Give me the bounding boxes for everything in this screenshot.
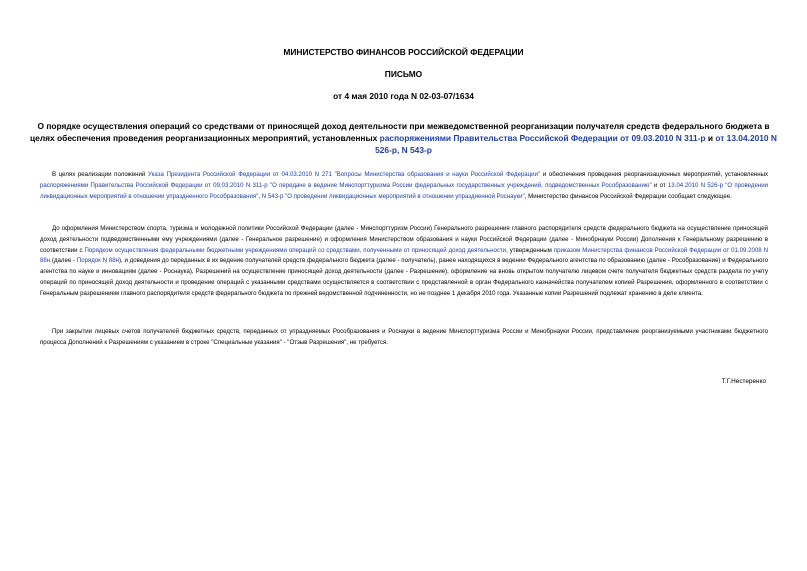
document-type: ПИСЬМО <box>384 69 423 79</box>
signature: Т.Г.Нестеренко <box>721 378 766 385</box>
link-procedure[interactable]: Порядком осуществления федеральными бюджетными учреждениями операций со средствами, полученными от приносящей доход деятельности <box>84 246 507 254</box>
title-link-decrees-526-543[interactable]: от 13.04.2010 N 526-р, N 543-р <box>375 133 777 155</box>
title-text: О порядке осуществления операций со средствами от приносящей доход деятельности при межведомственной реорганизации получателя средств федерального бюджета в целях обеспечения проведения реорганизационных мероприятий, установленных <box>30 121 770 143</box>
link-order-526[interactable]: 13.04.2010 N 526-р "О проведении ликвидационных мероприятий в отношении упраздненного Рособразования" <box>40 181 769 200</box>
paragraph-text: (далее - <box>50 257 77 265</box>
paragraph-text: При закрытии лицевых счетов получателей бюджетных средств, переданных от упраздняемых Рособразования и Роснауки в ведение Минспорттуризма России и Минобрнауки России, представление реорганизуемыми участниками бюджетного процесса Дополнений к Разрешениям с указанием в строке "Специальные указания" - "Отзыв Разрешения", не требуется. <box>40 328 768 346</box>
title-text: и <box>705 133 716 143</box>
paragraph-3 <box>40 327 768 349</box>
document-title <box>30 120 777 156</box>
paragraph-1 <box>40 170 768 202</box>
paragraph-text: ), и доведения до переданных в их ведение получателей средств федерального бюджета (далее - получатель), ранее находящихся в ведении Федерального агентства по образованию (далее - Рособразование) и Федерального агентства по науке и инновациям (далее - Роснаука), Разрешений на осуществление приносящей доход деятельности (далее - Разрешение), оформление на вновь открытом получателю лицевом счете получателя бюджетных средств раздела по учету операций по приносящей доход деятельности и проведение операций с указанными средствами осуществляется в соответствии с представленной в орган Федерального казначейства получателем копией Разрешения, оформленного в соответствии с Генеральным разрешением главного распорядителя средств федерального бюджета по прежней ведомственной подчиненности, но не позднее 1 декабря 2010 года. Указанные копии Разрешений подлежат хранению в деле клиента. <box>40 257 768 297</box>
paragraph-text: , утвержденным <box>506 246 554 254</box>
paragraph-text: В целях реализации положений <box>52 171 148 178</box>
ministry-heading: МИНИСТЕРСТВО ФИНАНСОВ РОССИЙСКОЙ ФЕДЕРАЦИИ <box>283 47 524 57</box>
paragraph-text: , Министерство финансов Российской Федерации сообщает следующее. <box>524 192 732 200</box>
paragraph-text: и от <box>651 181 668 189</box>
paragraph-text: До оформления Министерством спорта, туризма и молодежной политики Российской Федерации (далее - Минспорттуризм России) Генерального разрешения главного распорядителя средств федерального бюджета на осуществление приносящей доход деятельности подведомственными ему учреждениями (далее - Генеральное разрешение) и оформления Министерством образования и науки Российской Федерации (далее - Минобрнауки России) Дополнения к Генеральному разрешению в соответствии с <box>40 225 768 254</box>
link-procedure-88n[interactable]: Порядок N 88н <box>76 257 119 265</box>
link-presidential-decree-271[interactable]: Указа Президента Российской Федерации от 04.03.2010 N 271 "Вопросы Министерства образования и науки Российской Федерации" <box>148 171 541 178</box>
document-date-number: от 4 мая 2010 года N 02-03-07/1634 <box>333 91 474 101</box>
link-order-311[interactable]: распоряжениями Правительства Российской Федерации от 09.03.2010 N 311-р "О передаче в ведение Минспорттуризма России федеральных государственных учреждений, подведомственных Рособразованию" <box>40 181 652 189</box>
link-order-88n[interactable]: приказом Министерства финансов Российской Федерации от 01.09.2008 N 88н <box>40 246 768 265</box>
title-link-decree-311[interactable]: распоряжениями Правительства Российской Федерации от 09.03.2010 N 311-р <box>379 133 706 143</box>
paragraph-text: и обеспечения проведения реорганизационных мероприятий, установленных <box>540 171 769 178</box>
paragraph-text: , <box>258 192 262 200</box>
link-order-543[interactable]: N 543-р "О проведении ликвидационных мероприятий в отношении упраздненной Роснауки" <box>261 192 525 200</box>
paragraph-2 <box>40 224 768 300</box>
